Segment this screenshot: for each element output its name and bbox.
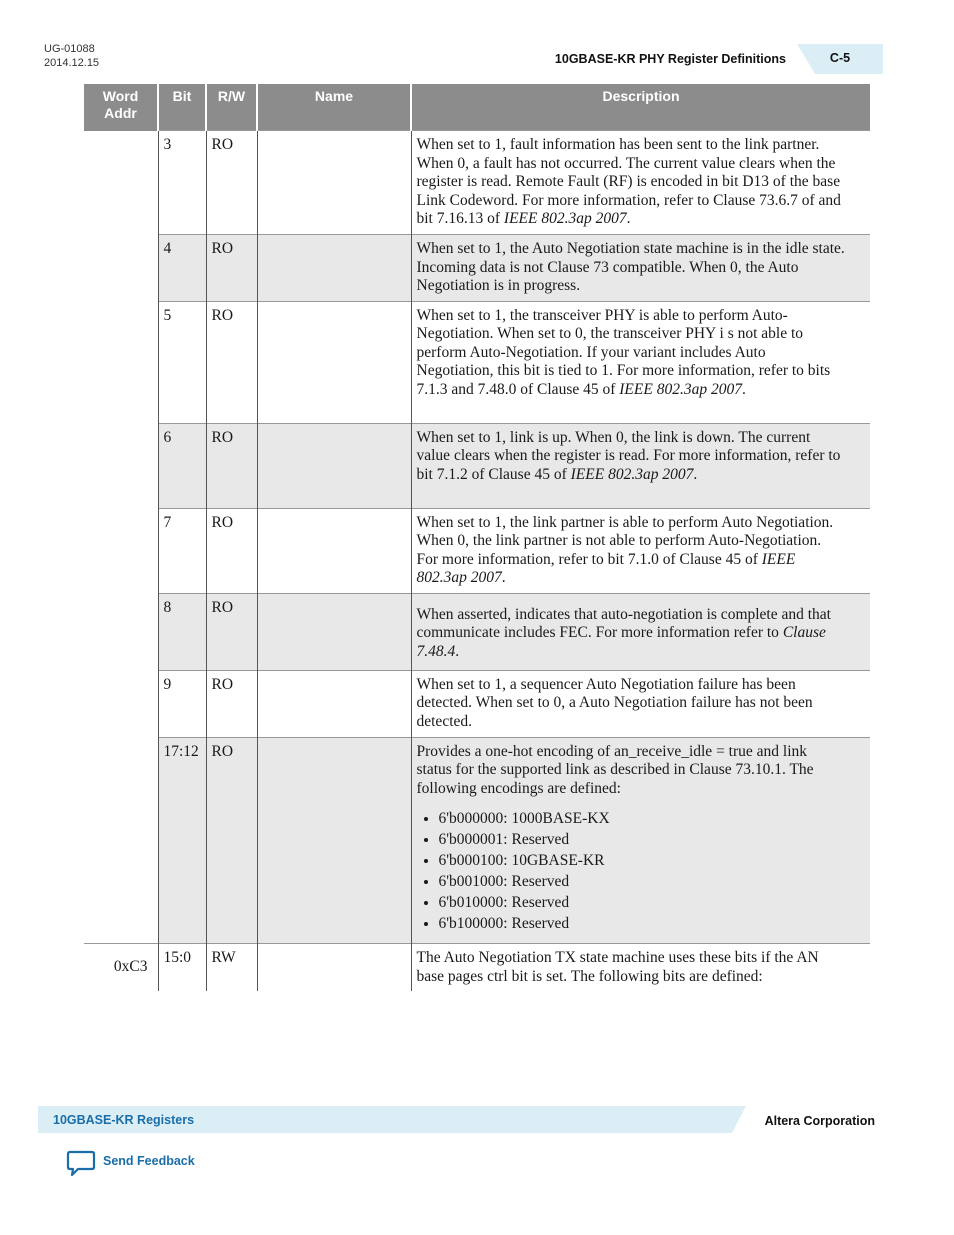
cell-bit: 17:12 [158, 737, 206, 944]
cell-description: When asserted, indicates that auto-negotiation is complete and that communicate includes FEC. For more information refer to Clause 7.48.4. [411, 593, 870, 670]
col-header-rw: R/W [206, 84, 257, 131]
cell-description: When set to 1, a sequencer Auto Negotiation failure has been detected. When set to 0, a Auto Negotiation failure has not been detected. [411, 670, 870, 737]
cell-rw: RO [206, 235, 257, 302]
col-header-name: Name [257, 84, 411, 131]
cell-name [257, 423, 411, 508]
cell-rw: RO [206, 670, 257, 737]
list-item: • 6'b000001: Reserved [439, 829, 847, 850]
cell-word-addr: 0xC3 [84, 944, 158, 992]
cell-word-addr [84, 737, 158, 944]
speech-bubble-icon[interactable] [66, 1150, 96, 1178]
cell-rw: RO [206, 131, 257, 235]
cell-name [257, 508, 411, 593]
send-feedback-link[interactable]: Send Feedback [103, 1154, 195, 1168]
cell-rw: RO [206, 737, 257, 944]
cell-description: When set to 1, the transceiver PHY is able to perform Auto-Negotiation. When set to 0, the transceiver PHY i s not able to perform Auto-Negotiation. If your variant includes Auto Negotiation, this bit is tied to 1. For more information, refer to bits 7.1.3 and 7.48.0 of Clause 45 of IEEE 802.3ap 2007. [411, 301, 870, 423]
table-row [84, 423, 870, 508]
col-header-description: Description [411, 84, 870, 131]
cell-name [257, 737, 411, 944]
list-item: • 6'b000000: 1000BASE-KX [439, 808, 847, 829]
cell-bit: 6 [158, 423, 206, 508]
cell-bit: 8 [158, 593, 206, 670]
doc-number: UG-01088 [44, 43, 95, 55]
cell-bit: 7 [158, 508, 206, 593]
cell-bit: 9 [158, 670, 206, 737]
table-row [84, 944, 870, 992]
page-number: C-5 [829, 51, 851, 65]
cell-bit: 3 [158, 131, 206, 235]
cell-description: The Auto Negotiation TX state machine uses these bits if the AN base pages ctrl bit is set. The following bits are defined: [411, 944, 870, 992]
table-row [84, 508, 870, 593]
col-header-word-addr: Word Addr [84, 84, 158, 131]
register-table [84, 84, 870, 991]
cell-bit: 5 [158, 301, 206, 423]
cell-bit: 4 [158, 235, 206, 302]
cell-name [257, 670, 411, 737]
cell-word-addr [84, 235, 158, 302]
table-header-row [84, 84, 870, 131]
cell-word-addr [84, 593, 158, 670]
cell-rw: RO [206, 423, 257, 508]
description-text: Provides a one-hot encoding of an_receive_idle = true and link status for the supported link as described in Clause 73.10.1. The following encodings are defined: [416, 742, 814, 797]
col-header-bit: Bit [158, 84, 206, 131]
cell-word-addr [84, 508, 158, 593]
table-row [84, 235, 870, 302]
table-row [84, 131, 870, 235]
doc-date: 2014.12.15 [44, 57, 100, 69]
cell-rw: RO [206, 508, 257, 593]
cell-rw: RO [206, 301, 257, 423]
cell-word-addr [84, 423, 158, 508]
cell-description: When set to 1, the Auto Negotiation state machine is in the idle state. Incoming data is not Clause 73 compatible. When 0, the Auto Negotiation is in progress. [411, 235, 870, 302]
footer-section-link[interactable]: 10GBASE-KR Registers [53, 1113, 195, 1127]
cell-name [257, 944, 411, 992]
cell-name [257, 235, 411, 302]
table-row [84, 670, 870, 737]
cell-name [257, 131, 411, 235]
list-item: • 6'b010000: Reserved [439, 892, 847, 913]
list-item: • 6'b000100: 10GBASE-KR [439, 850, 847, 871]
encoding-list [417, 808, 847, 934]
cell-word-addr [84, 301, 158, 423]
cell-word-addr [84, 131, 158, 235]
cell-word-addr [84, 670, 158, 737]
page-title: 10GBASE-KR PHY Register Definitions [554, 52, 786, 66]
cell-rw: RW [206, 944, 257, 992]
cell-name [257, 593, 411, 670]
table-row [84, 593, 870, 670]
document-id [44, 42, 99, 70]
cell-description [411, 737, 870, 944]
list-item: • 6'b100000: Reserved [439, 913, 847, 934]
cell-bit: 15:0 [158, 944, 206, 992]
table-row [84, 301, 870, 423]
table-row [84, 737, 870, 944]
cell-description: When set to 1, fault information has been sent to the link partner. When 0, a fault has not occurred. The current value clears when the register is read. Remote Fault (RF) is encoded in bit D13 of the base Link Codeword. For more information, refer to Clause 73.6.7 of and bit 7.16.13 of IEEE 802.3ap 2007. [411, 131, 870, 235]
footer-company: Altera Corporation [764, 1114, 875, 1128]
cell-description: When set to 1, link is up. When 0, the link is down. The current value clears when the register is read. For more information, refer to bit 7.1.2 of Clause 45 of IEEE 802.3ap 2007. [411, 423, 870, 508]
cell-rw: RO [206, 593, 257, 670]
cell-description: When set to 1, the link partner is able to perform Auto Negotiation. When 0, the link partner is not able to perform Auto-Negotiation. For more information, refer to bit 7.1.0 of Clause 45 of IEEE 802.3ap 2007. [411, 508, 870, 593]
list-item: • 6'b001000: Reserved [439, 871, 847, 892]
cell-name [257, 301, 411, 423]
